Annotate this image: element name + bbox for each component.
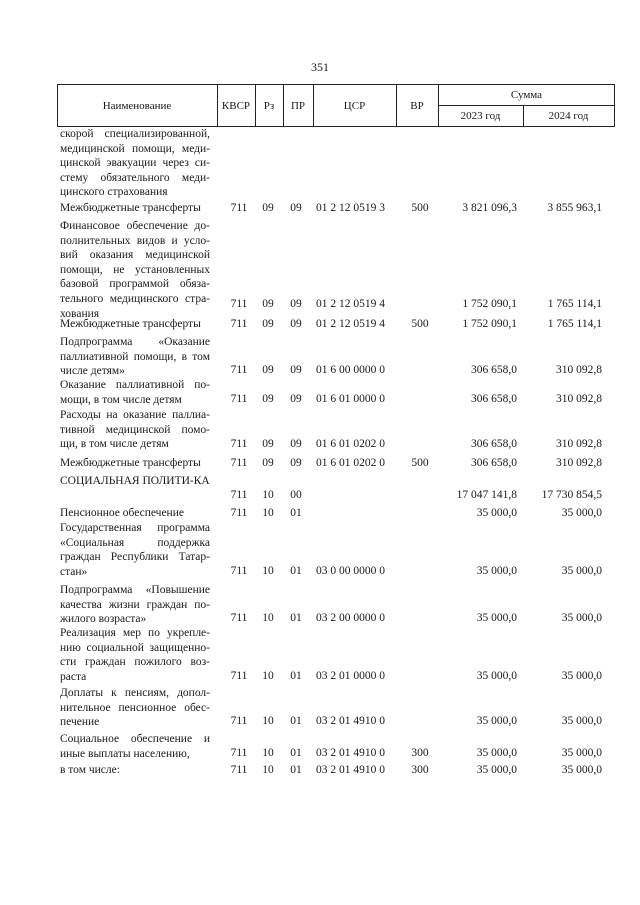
sum-2023-cell: 306 658,0 bbox=[471, 457, 517, 470]
sum-2023-cell: 35 000,0 bbox=[476, 764, 517, 777]
column-header-kvsr: КВСР bbox=[221, 99, 251, 112]
sum-2023-cell: 3 821 096,3 bbox=[462, 202, 517, 215]
rz-cell: 10 bbox=[262, 565, 274, 578]
pr-cell: 01 bbox=[290, 565, 302, 578]
table-row bbox=[0, 583, 640, 626]
sum-2024-cell: 35 000,0 bbox=[561, 715, 602, 728]
row-name: Доплаты к пенсиям, допол-нительное пенсионное обес-печение bbox=[60, 687, 210, 729]
kvsr-cell: 711 bbox=[230, 202, 248, 215]
sum-2023-cell: 35 000,0 bbox=[476, 565, 517, 578]
sum-2024-cell: 35 000,0 bbox=[561, 507, 602, 520]
sum-2023-cell: 35 000,0 bbox=[476, 715, 517, 728]
column-header-name: Наименование bbox=[102, 99, 172, 112]
sum-2023-cell: 306 658,0 bbox=[471, 438, 517, 451]
rz-cell: 10 bbox=[262, 715, 274, 728]
column-header-rz: Рз bbox=[263, 99, 275, 112]
sum-2024-cell: 17 730 854,5 bbox=[541, 489, 602, 502]
table-row bbox=[0, 456, 640, 471]
pr-cell: 09 bbox=[290, 393, 302, 406]
column-header-sum: Сумма bbox=[510, 88, 543, 101]
rz-cell: 09 bbox=[262, 438, 274, 451]
row-name: Подпрограмма «Оказание паллиативной помощи, в том числе детям» bbox=[60, 336, 210, 378]
kvsr-cell: 711 bbox=[230, 489, 248, 502]
table-row bbox=[0, 626, 640, 684]
row-name: Межбюджетные трансферты bbox=[60, 457, 201, 469]
row-name: Расходы на оказание паллиа-тивной медицинской помо-щи, в том числе детям bbox=[60, 409, 210, 451]
rz-cell: 09 bbox=[262, 393, 274, 406]
column-header-2023: 2023 год bbox=[460, 110, 501, 122]
pr-cell: 09 bbox=[290, 457, 302, 470]
pr-cell: 01 bbox=[290, 747, 302, 760]
sum-2024-cell: 35 000,0 bbox=[561, 612, 602, 625]
row-name: Подпрограмма «Повышение качества жизни граждан по-жилого возраста» bbox=[60, 584, 210, 626]
csr-cell: 03 2 01 0000 0 bbox=[316, 670, 385, 683]
row-name: Государственная программа «Социальная поддержка граждан Республики Татар-стан» bbox=[60, 522, 210, 578]
csr-cell: 03 2 00 0000 0 bbox=[316, 612, 385, 625]
csr-cell: 03 2 01 4910 0 bbox=[316, 715, 385, 728]
kvsr-cell: 711 bbox=[230, 393, 248, 406]
table-row bbox=[0, 474, 640, 503]
csr-cell: 01 6 00 0000 0 bbox=[316, 364, 385, 377]
rz-cell: 10 bbox=[262, 507, 274, 520]
sum-2023-cell: 35 000,0 bbox=[476, 747, 517, 760]
sum-2024-cell: 1 765 114,1 bbox=[547, 318, 602, 331]
csr-cell: 01 6 01 0202 0 bbox=[316, 438, 385, 451]
row-name: Оказание паллиативной по-мощи, в том числе детям bbox=[60, 379, 210, 406]
kvsr-cell: 711 bbox=[230, 747, 248, 760]
pr-cell: 09 bbox=[290, 202, 302, 215]
pr-cell: 01 bbox=[290, 764, 302, 777]
sum-2024-cell: 310 092,8 bbox=[556, 393, 602, 406]
pr-cell: 01 bbox=[290, 670, 302, 683]
rz-cell: 10 bbox=[262, 764, 274, 777]
vr-cell: 500 bbox=[411, 457, 429, 470]
pr-cell: 09 bbox=[290, 298, 302, 311]
rz-cell: 09 bbox=[262, 364, 274, 377]
table-row bbox=[0, 763, 640, 778]
csr-cell: 01 2 12 0519 3 bbox=[316, 202, 385, 215]
column-header-csr: ЦСР bbox=[343, 99, 366, 112]
kvsr-cell: 711 bbox=[230, 364, 248, 377]
kvsr-cell: 711 bbox=[230, 764, 248, 777]
table-row bbox=[0, 521, 640, 579]
csr-cell: 01 2 12 0519 4 bbox=[316, 318, 385, 331]
table-row bbox=[0, 335, 640, 378]
pr-cell: 09 bbox=[290, 364, 302, 377]
rz-cell: 10 bbox=[262, 489, 274, 502]
vr-cell: 500 bbox=[411, 318, 429, 331]
row-name: Социальное обеспечение и иные выплаты населению, bbox=[60, 733, 210, 760]
rz-cell: 10 bbox=[262, 670, 274, 683]
row-name: Межбюджетные трансферты bbox=[60, 318, 201, 330]
row-name: Межбюджетные трансферты bbox=[60, 202, 201, 214]
kvsr-cell: 711 bbox=[230, 318, 248, 331]
vr-cell: 300 bbox=[411, 764, 429, 777]
rz-cell: 09 bbox=[262, 318, 274, 331]
row-name: в том числе: bbox=[60, 764, 120, 776]
csr-cell: 03 2 01 4910 0 bbox=[316, 747, 385, 760]
rz-cell: 09 bbox=[262, 457, 274, 470]
sum-2024-cell: 310 092,8 bbox=[556, 438, 602, 451]
sum-2023-cell: 17 047 141,8 bbox=[456, 489, 517, 502]
sum-2023-cell: 35 000,0 bbox=[476, 507, 517, 520]
page-number: 351 bbox=[311, 60, 329, 74]
csr-cell: 01 6 01 0000 0 bbox=[316, 393, 385, 406]
column-header-vr: ВР bbox=[410, 99, 424, 112]
kvsr-cell: 711 bbox=[230, 298, 248, 311]
sum-2023-cell: 1 752 090,1 bbox=[462, 318, 517, 331]
sum-2024-cell: 310 092,8 bbox=[556, 364, 602, 377]
sum-2023-cell: 35 000,0 bbox=[476, 670, 517, 683]
row-name: Пенсионное обеспечение bbox=[60, 507, 184, 519]
column-header-pr: ПР bbox=[290, 99, 306, 112]
sum-2024-cell: 3 855 963,1 bbox=[547, 202, 602, 215]
kvsr-cell: 711 bbox=[230, 438, 248, 451]
pr-cell: 09 bbox=[290, 318, 302, 331]
sum-2024-cell: 35 000,0 bbox=[561, 565, 602, 578]
rz-cell: 09 bbox=[262, 202, 274, 215]
row-name: Финансовое обеспечение до-полнительных видов и усло-вий оказания медицинской помощи, не установленных базовой программой обяза-тельного медицинского стра-хования bbox=[60, 220, 210, 320]
vr-cell: 500 bbox=[411, 202, 429, 215]
table-row bbox=[0, 506, 640, 521]
kvsr-cell: 711 bbox=[230, 715, 248, 728]
kvsr-cell: 711 bbox=[230, 457, 248, 470]
table-row bbox=[0, 686, 640, 729]
pr-cell: 09 bbox=[290, 438, 302, 451]
csr-cell: 03 2 01 4910 0 bbox=[316, 764, 385, 777]
kvsr-cell: 711 bbox=[230, 507, 248, 520]
column-header-2024: 2024 год bbox=[548, 110, 589, 122]
row-name: Реализация мер по укрепле-нию социальной защищенно-сти граждан пожилого воз-раста bbox=[60, 627, 210, 683]
row-name: скорой специализированной, медицинской помощи, меди-цинской эвакуации через си-стему обязательного меди-цинского страхования bbox=[60, 128, 210, 199]
table-row bbox=[0, 219, 640, 320]
table-row bbox=[0, 378, 640, 407]
sum-2024-cell: 310 092,8 bbox=[556, 457, 602, 470]
sum-2023-cell: 306 658,0 bbox=[471, 364, 517, 377]
csr-cell: 03 0 00 0000 0 bbox=[316, 565, 385, 578]
rz-cell: 09 bbox=[262, 298, 274, 311]
table-row bbox=[0, 408, 640, 452]
kvsr-cell: 711 bbox=[230, 565, 248, 578]
sum-2024-cell: 35 000,0 bbox=[561, 764, 602, 777]
row-name: СОЦИАЛЬНАЯ ПОЛИТИ-КА bbox=[60, 475, 210, 487]
rz-cell: 10 bbox=[262, 747, 274, 760]
kvsr-cell: 711 bbox=[230, 612, 248, 625]
vr-cell: 300 bbox=[411, 747, 429, 760]
sum-2024-cell: 35 000,0 bbox=[561, 670, 602, 683]
table-row bbox=[0, 732, 640, 761]
sum-2023-cell: 35 000,0 bbox=[476, 612, 517, 625]
pr-cell: 01 bbox=[290, 507, 302, 520]
sum-2024-cell: 35 000,0 bbox=[561, 747, 602, 760]
pr-cell: 00 bbox=[290, 489, 302, 502]
sum-2023-cell: 306 658,0 bbox=[471, 393, 517, 406]
table-row bbox=[0, 317, 640, 332]
sum-2024-cell: 1 765 114,1 bbox=[547, 298, 602, 311]
kvsr-cell: 711 bbox=[230, 670, 248, 683]
pr-cell: 01 bbox=[290, 715, 302, 728]
pr-cell: 01 bbox=[290, 612, 302, 625]
table-row bbox=[0, 127, 640, 199]
csr-cell: 01 6 01 0202 0 bbox=[316, 457, 385, 470]
csr-cell: 01 2 12 0519 4 bbox=[316, 298, 385, 311]
table-row bbox=[0, 201, 640, 216]
sum-2023-cell: 1 752 090,1 bbox=[462, 298, 517, 311]
rz-cell: 10 bbox=[262, 612, 274, 625]
